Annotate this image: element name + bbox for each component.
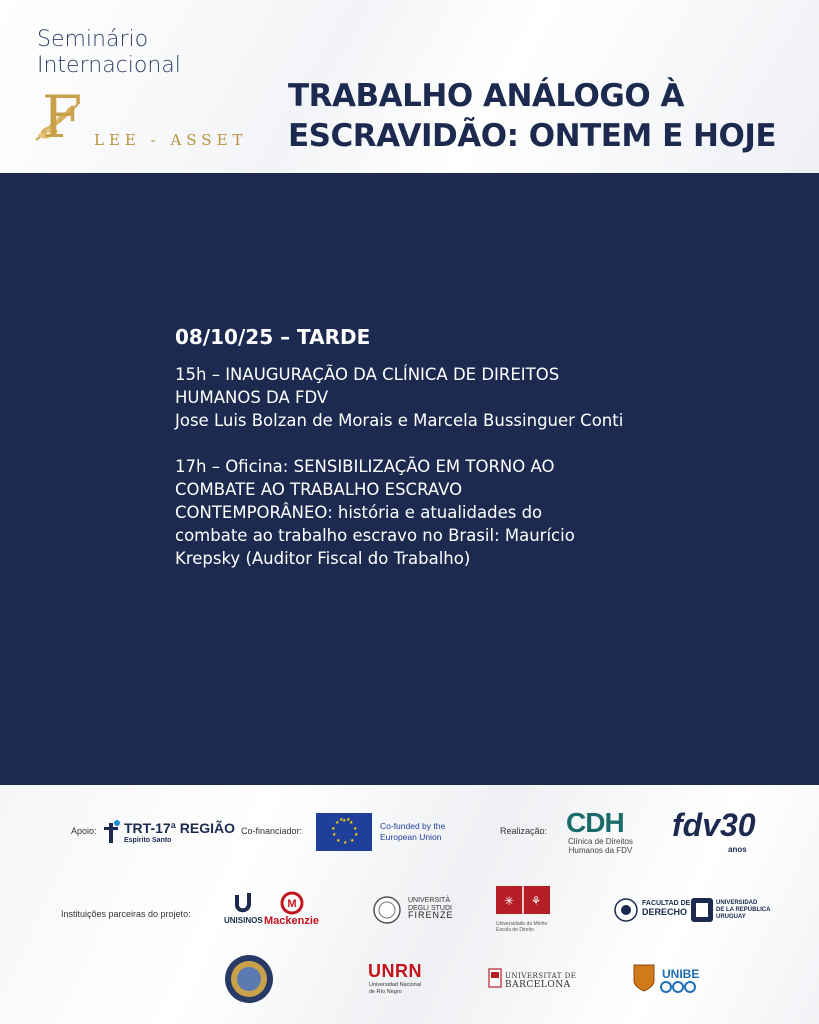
firenze-line-2: DEGLI STUDI (408, 905, 452, 912)
barcelona-line-1: UNIVERSITAT DE (505, 972, 577, 980)
facultad-line-1: FACULTAD DE (642, 900, 691, 907)
schedule-content (175, 325, 695, 593)
unibe-waves-icon (660, 981, 700, 993)
cofinanciador-label: Co-financiador: (241, 826, 303, 836)
fdv-anos: anos (728, 845, 747, 854)
apoio-label: Apoio: (71, 826, 97, 836)
logo-text: LEE - ASSET (94, 131, 248, 149)
facultad-line-2: DERECHO (642, 907, 688, 917)
firenze-seal-icon (372, 895, 402, 925)
udelar-label (716, 900, 770, 921)
fdv-logo: fdv30 (672, 807, 756, 843)
eu-text-line-2: European Union (380, 832, 442, 842)
item-2-line-3: CONTEMPORÂNEO: história e atualidades do (175, 503, 543, 522)
udelar-line-3: URUGUAY (716, 914, 746, 920)
svg-text:M: M (287, 898, 297, 910)
unrn-sub-line-1: Universidad Nacional (369, 982, 421, 988)
item-1-line-1: 15h – INAUGURAÇÃO DA CLÍNICA DE DIREITOS (175, 365, 560, 384)
svg-text:⚘: ⚘ (530, 894, 542, 908)
seminar-label (37, 27, 181, 79)
minho-logo-icon (496, 886, 550, 914)
sponsors-footer (0, 785, 819, 1024)
barcelona-line-2: BARCELONA (505, 980, 571, 990)
cdh-logo: CDH (566, 807, 624, 838)
realizacao-label: Realização: (500, 826, 548, 836)
unisinos-label: UNISINOS (224, 916, 263, 925)
unibe-label: UNIBE (662, 967, 700, 981)
schedule-panel (0, 173, 819, 785)
item-1-line-3: Jose Luis Bolzan de Morais e Marcela Bussinguer Conti (175, 411, 624, 430)
firenze-name: FIRENZE (408, 910, 454, 920)
seminar-line-2: Internacional (37, 53, 181, 78)
item-2-line-2: COMBATE AO TRABALHO ESCRAVO (175, 480, 463, 499)
unrn-sub-line-2: de Río Negro (369, 988, 402, 995)
udelar-seal-icon (690, 897, 714, 923)
mackenzie-label: Mackenzie (264, 915, 320, 927)
minho-label (496, 921, 547, 933)
item-2-line-1: 17h – Oficina: SENSIBILIZAÇÃO EM TORNO AO (175, 457, 555, 476)
item-2-line-4: combate ao trabalho escravo no Brasil: Maurício (175, 526, 575, 545)
seminar-line-1: Seminário (37, 27, 149, 52)
schedule-date: 08/10/25 – TARDE (175, 325, 371, 349)
unibe-seal-icon (632, 963, 656, 993)
eu-text-line-1: Co-funded by the (380, 821, 446, 831)
page-title (288, 76, 808, 156)
unrn-sub (369, 982, 421, 995)
udelar-line-2: DE LA REPÚBLICA (716, 907, 771, 913)
mackenzie-icon (280, 891, 304, 915)
academy-seal-icon (224, 954, 274, 1004)
header (0, 0, 819, 173)
firenze-line-1: UNIVERSITÀ (408, 897, 451, 904)
logo-letter: F (42, 83, 83, 151)
schedule-item-2 (175, 455, 695, 570)
title-line-1: TRABALHO ANÁLOGO À (288, 78, 684, 114)
minho-line-1: Universidade do Minho (496, 921, 548, 927)
item-1-line-2: HUMANOS DA FDV (175, 388, 329, 407)
facultad-label (642, 900, 690, 916)
cdh-sub-line-2: Humanos da FDV (568, 846, 633, 855)
trt-sub: Espírito Santo (124, 837, 172, 844)
unisinos-icon (233, 891, 257, 915)
trt-logo-icon (103, 819, 121, 847)
schedule-item-1 (175, 363, 695, 432)
item-2-line-5: Krepsky (Auditor Fiscal do Trabalho) (175, 549, 471, 568)
svg-text:✳: ✳ (503, 894, 515, 908)
cdh-sub-line-1: Clínica de Direitos (568, 837, 633, 846)
barcelona-label (505, 972, 576, 990)
eu-text (380, 821, 445, 843)
unrn-logo: UNRN (368, 961, 422, 981)
cdh-sub (568, 837, 633, 855)
eu-flag-icon: ★ ★ ★ ★ ★ ★ ★ ★ ★ ★ ★ ★ (316, 813, 372, 851)
trt-name: TRT-17ª REGIÃO (124, 820, 235, 836)
minho-line-2: Escola de Direito (496, 927, 534, 933)
flee-asset-logo (32, 83, 262, 152)
parceiras-label: Instituições parceiras do projeto: (61, 909, 191, 919)
udelar-line-1: UNIVERSIDAD (716, 900, 758, 906)
facultad-seal-icon (613, 897, 639, 923)
title-line-2: ESCRAVIDÃO: ONTEM E HOJE (288, 118, 777, 154)
barcelona-seal-icon (488, 968, 502, 988)
